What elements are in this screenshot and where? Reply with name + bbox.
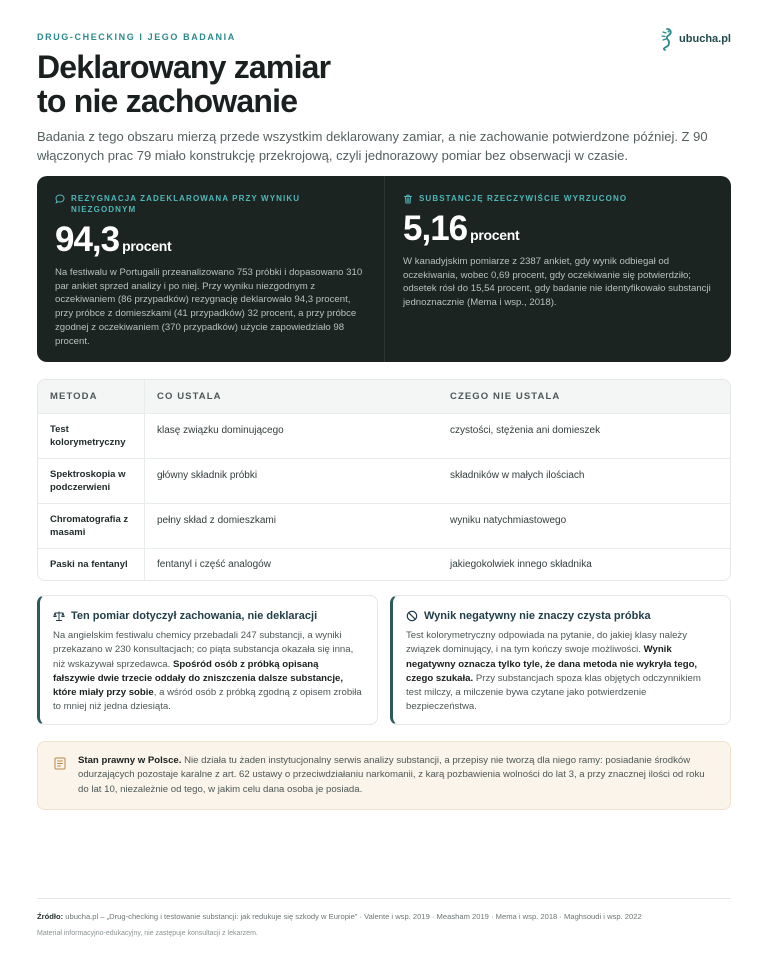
law-book-icon — [54, 757, 66, 770]
stat-value — [55, 221, 364, 259]
callout-body — [53, 629, 363, 715]
callout-emphasis: Spośród osób z próbką opisaną fałszywie dwie trzecie oddały do zniszczenia dalsze substancje, które miały przy sobie — [53, 658, 344, 699]
callout-text: Test kolorymetryczny odpowiada na pytanie, do jakiej klasy należy związek dominujący, i na tym kończy swoje możliwości. — [406, 630, 688, 656]
callout-title: Ten pomiar dotyczył zachowania, nie deklaracji — [71, 610, 318, 622]
lead-paragraph: Badania z tego obszaru mierzą przede wszystkim deklarowany zamiar, a nie zachowanie potwierdzone później. Z 90 włączonych prac 79 miało konstrukcję przekrojową, czyli jednorazowy pomiar bez obserwacji w czasie. — [37, 129, 708, 163]
callout-body — [406, 629, 716, 715]
stat-unit: procent — [470, 227, 520, 243]
does-not-determine-cell: składników w małych ilościach — [450, 470, 585, 481]
callout-title: Wynik negatywny nie znaczy czysta próbka — [424, 610, 651, 622]
stat-label-text: SUBSTANCJĘ RZECZYWIŚCIE WYRZUCONO — [419, 194, 628, 203]
source-text: ubucha.pl – „Drug-checking i testowanie substancji: jak redukuje się szkody w Europie” · Valente i wsp. 2019 · Measham 2019 · Mema i wsp. 2018 · Maghsoudi i wsp. 2022 — [63, 912, 642, 921]
footer-divider — [37, 898, 731, 899]
determines-cell: klasę związku dominującego — [157, 425, 284, 436]
source-label: Źródło: — [37, 912, 64, 921]
legal-body: Nie działa tu żaden instytucjonalny serwis analizy substancji, a przepisy nie tworzą dla niego ramy: posiadanie środków odurzających pozostaje karalne z art. 62 ustawy o przeciwdziałaniu narkomanii, z karą pozbawienia wolności do lat 3, a przy znacznej ilości od roku do lat 10, niezależnie od tego, w jakim celu dana osoba je posiada. — [78, 755, 705, 795]
stat-declared-resignation — [37, 176, 384, 362]
trash-icon — [403, 194, 413, 204]
legal-heading: Stan prawny w Polsce. — [78, 755, 182, 766]
callout-emphasis: Wynik negatywny oznacza tylko tyle, że dana metoda nie wykryła tego, czego szukała. — [406, 644, 698, 684]
legal-status-box — [37, 741, 731, 810]
brand-name: ubucha.pl — [679, 33, 731, 45]
table-header-row — [38, 380, 730, 413]
stat-number: 5,16 — [403, 209, 468, 248]
stat-label — [55, 193, 364, 215]
disclaimer: Materiał informacyjno-edukacyjny, nie zastępuje konsultacji z lekarzem. — [37, 930, 258, 937]
scales-icon — [53, 610, 65, 622]
method-name: Chromatografia z masami — [38, 504, 145, 548]
determines-cell: pełny skład z domieszkami — [157, 515, 276, 526]
does-not-determine-cell: czystości, stężenia ani domieszek — [450, 425, 601, 436]
page-title — [37, 50, 330, 118]
source-line — [37, 912, 642, 921]
column-header-does-not-determine: CZEGO NIE USTALA — [450, 391, 561, 402]
callout-text: , a wśród osób z próbką zgodną z opisem zrobiła to mniej niż jedna dziesiąta. — [53, 687, 362, 713]
stat-actually-discarded — [384, 176, 731, 362]
prohibited-icon — [406, 610, 418, 622]
methods-table — [37, 379, 731, 581]
stat-unit: procent — [122, 238, 172, 254]
column-header-method: METODA — [38, 380, 145, 413]
does-not-determine-cell: wyniku natychmiastowego — [450, 515, 567, 526]
stat-label-text: REZYGNACJA ZADEKLAROWANA PRZY WYNIKU NIEZGODNYM — [71, 194, 301, 214]
legal-text — [78, 754, 712, 797]
callout-heading — [53, 610, 363, 622]
table-row — [38, 413, 730, 458]
callout-behavior-measurement — [37, 595, 378, 725]
stat-description: Na festiwalu w Portugalii przeanalizowano 753 próbki i dopasowano 310 par ankiet sprzed analizy i po niej. Przy wyniku niezgodnym z oczekiwaniem (86 przypadków) rezygnację deklarowało 94,3 procent, przy próbce z domieszkami (41 przypadków) 32 procent, a przy próbce zgodnej z oczekiwaniem (370 przypadków) użycie zapowiedziało 98 procent. — [55, 267, 363, 347]
stat-number: 94,3 — [55, 220, 120, 259]
determines-cell: główny składnik próbki — [157, 470, 258, 481]
determines-cell: fentanyl i część analogów — [157, 559, 271, 570]
stat-description: W kanadyjskim pomiarze z 2387 ankiet, gdy wynik odbiegał od oczekiwania, wobec 0,69 procent, gdy oczekiwanie się potwierdziło; odsetek rósł do 15,54 procent, gdy badanie nie identyfikowało substancji jednoznacznie (Mema i wsp., 2018). — [403, 256, 711, 309]
brand[interactable] — [657, 27, 731, 51]
callout-text: Przy substancjach spoza klas objętych odczynnikiem test milczy, a milczenie bywa czytane jako potwierdzenie bezpieczeństwa. — [406, 672, 701, 713]
method-name: Spektroskopia w podczerwieni — [38, 459, 145, 503]
page-title-line-1: Deklarowany zamiar — [37, 49, 331, 85]
table-row — [38, 458, 730, 503]
callout-heading — [406, 610, 716, 622]
stats-panel — [37, 176, 731, 362]
page-title-line-2: to nie zachowanie — [37, 83, 298, 119]
seahorse-logo-icon — [657, 27, 675, 51]
callout-text: Na angielskim festiwalu chemicy przebadali 247 substancji, a wyniki przekazano w 230 konsultacjach; co piąta substancja okazała się inna, niż wskazywał sprzedawca. — [53, 630, 354, 670]
method-name: Paski na fentanyl — [38, 549, 145, 580]
method-name: Test kolorymetryczny — [38, 414, 145, 458]
stat-value — [403, 210, 711, 248]
does-not-determine-cell: jakiegokolwiek innego składnika — [450, 559, 592, 570]
column-header-determines: CO USTALA — [157, 391, 222, 402]
chat-bubble-icon — [55, 194, 65, 204]
callout-negative-result — [390, 595, 731, 725]
table-row — [38, 503, 730, 548]
table-row — [38, 548, 730, 580]
kicker: DRUG-CHECKING I JEGO BADANIA — [37, 32, 236, 42]
stat-label — [403, 193, 711, 204]
